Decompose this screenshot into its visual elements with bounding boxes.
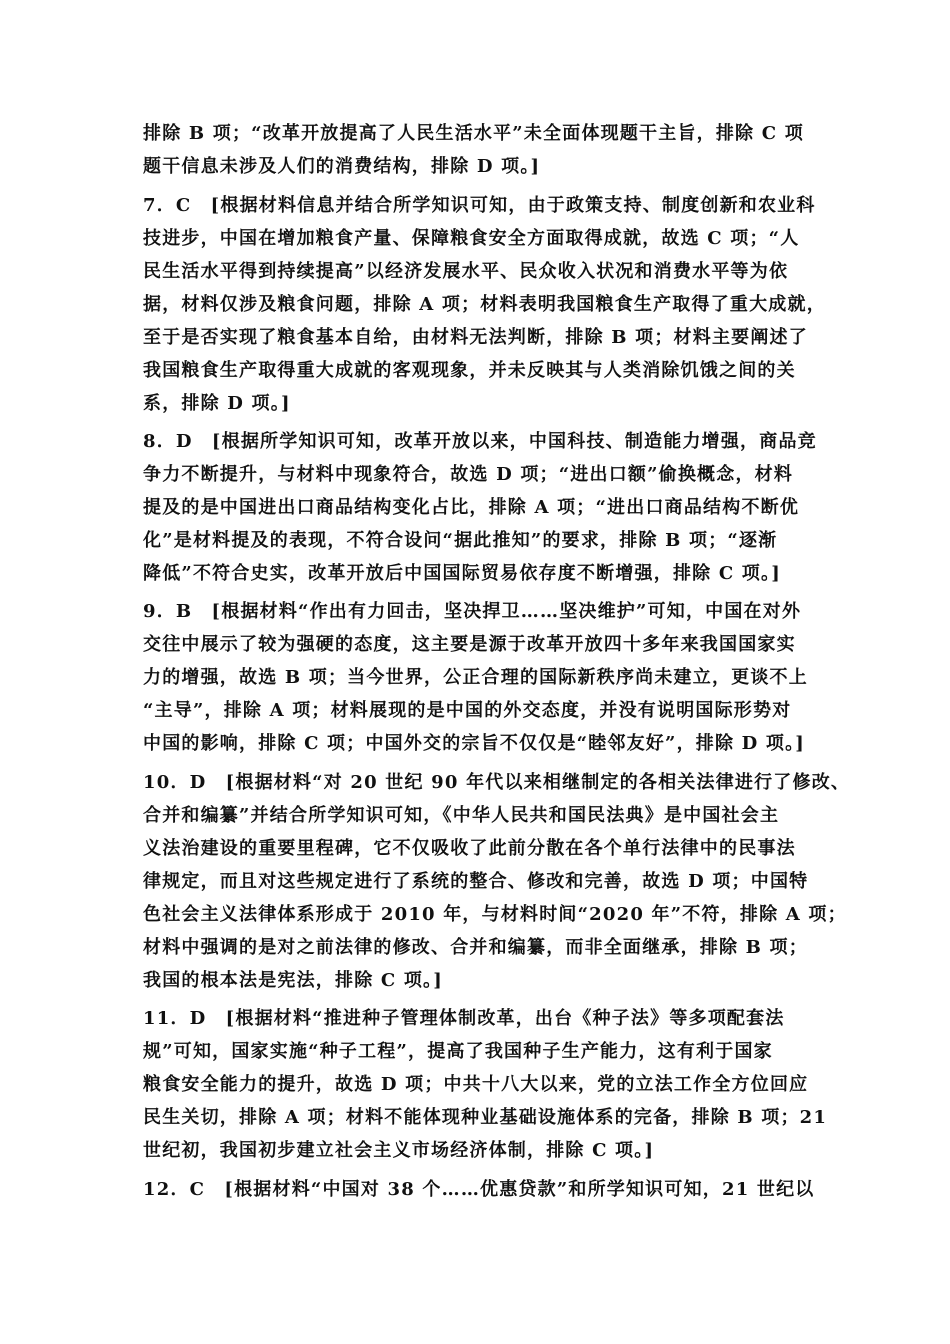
text-line: 争力不断提升，与材料中现象符合，故选 D 项；“进出口额”偷换概念，材料	[143, 464, 794, 485]
text-line: 民生关切，排除 A 项；材料不能体现种业基础设施体系的完备，排除 B 项；21	[143, 1107, 828, 1128]
text-line: “主导”，排除 A 项；材料展现的是中国的外交态度，并没有说明国际形势对	[143, 700, 792, 721]
text-line: 技进步，中国在增加粮食产量、保障粮食安全方面取得成就，故选 C 项；“人	[143, 228, 800, 249]
text-line: 色社会主义法律体系形成于 2010 年，与材料时间“2020 年”不符，排除 A 项；	[143, 904, 847, 925]
text-line: 我国的根本法是宪法，排除 C 项。]	[143, 970, 443, 991]
text-line: 律规定，而且对这些规定进行了系统的整合、修改和完善，故选 D 项；中国特	[143, 871, 809, 892]
text-line: 规”可知，国家实施“种子工程”，提高了我国种子生产能力，这有利于国家	[143, 1041, 773, 1062]
text-line: 提及的是中国进出口商品结构变化占比，排除 A 项；“进出口商品结构不断优	[143, 497, 800, 518]
text-line: 交往中展示了较为强硬的态度，这主要是源于改革开放四十多年来我国国家实	[143, 634, 796, 655]
text-line: 据，材料仅涉及粮食问题，排除 A 项；材料表明我国粮食生产取得了重大成就，	[143, 294, 826, 315]
answer-10-line: 10．D [根据材料“对 20 世纪 90 年代以来相继制定的各相关法律进行了修改、	[143, 772, 851, 793]
text-line: 义法治建设的重要里程碑，它不仅吸收了此前分散在各个单行法律中的民事法	[143, 838, 796, 859]
text-line: 中国的影响，排除 C 项；中国外交的宗旨不仅仅是“睦邻友好”，排除 D 项。]	[143, 733, 806, 754]
answer-12-line: 12．C [根据材料“中国对 38 个……优惠贷款”和所学知识可知，21 世纪以	[143, 1179, 815, 1200]
answer-11-line: 11．D [根据材料“推进种子管理体制改革，出台《种子法》等多项配套法	[143, 1008, 785, 1029]
text-line: 我国粮食生产取得重大成就的客观现象，并未反映其与人类消除饥饿之间的关	[143, 360, 796, 381]
text-line: 材料中强调的是对之前法律的修改、合并和编纂，而非全面继承，排除 B 项；	[143, 937, 808, 958]
text-line: 题干信息未涉及人们的消费结构，排除 D 项。]	[143, 156, 541, 177]
text-line: 降低”不符合史实，改革开放后中国国际贸易依存度不断增强，排除 C 项。]	[143, 563, 781, 584]
text-line: 系，排除 D 项。]	[143, 393, 291, 414]
text-line: 至于是否实现了粮食基本自给，由材料无法判断，排除 B 项；材料主要阐述了	[143, 327, 808, 348]
text-line: 化”是材料提及的表现，不符合设问“据此推知”的要求，排除 B 项；“逐渐	[143, 530, 778, 551]
text-line: 力的增强，故选 B 项；当今世界，公正合理的国际新秩序尚未建立，更谈不上	[143, 667, 808, 688]
answer-9-line: 9．B [根据材料“作出有力回击，坚决捍卫……坚决维护”可知，中国在对外	[143, 601, 802, 622]
answer-8-line: 8．D [根据所学知识可知，改革开放以来，中国科技、制造能力增强，商品竞	[143, 431, 817, 452]
text-line: 合并和编纂”并结合所学知识可知，《中华人民共和国民法典》是中国社会主	[143, 805, 780, 826]
text-line: 排除 B 项；“改革开放提高了人民生活水平”未全面体现题干主旨，排除 C 项	[143, 123, 804, 144]
text-line: 世纪初，我国初步建立社会主义市场经济体制，排除 C 项。]	[143, 1140, 655, 1161]
text-line: 粮食安全能力的提升，故选 D 项；中共十八大以来，党的立法工作全方位回应	[143, 1074, 809, 1095]
text-line: 民生活水平得到持续提高”以经济发展水平、民众收入状况和消费水平等为依	[143, 261, 789, 282]
answer-7-line: 7．C [根据材料信息并结合所学知识可知，由于政策支持、制度创新和农业科	[143, 195, 816, 216]
